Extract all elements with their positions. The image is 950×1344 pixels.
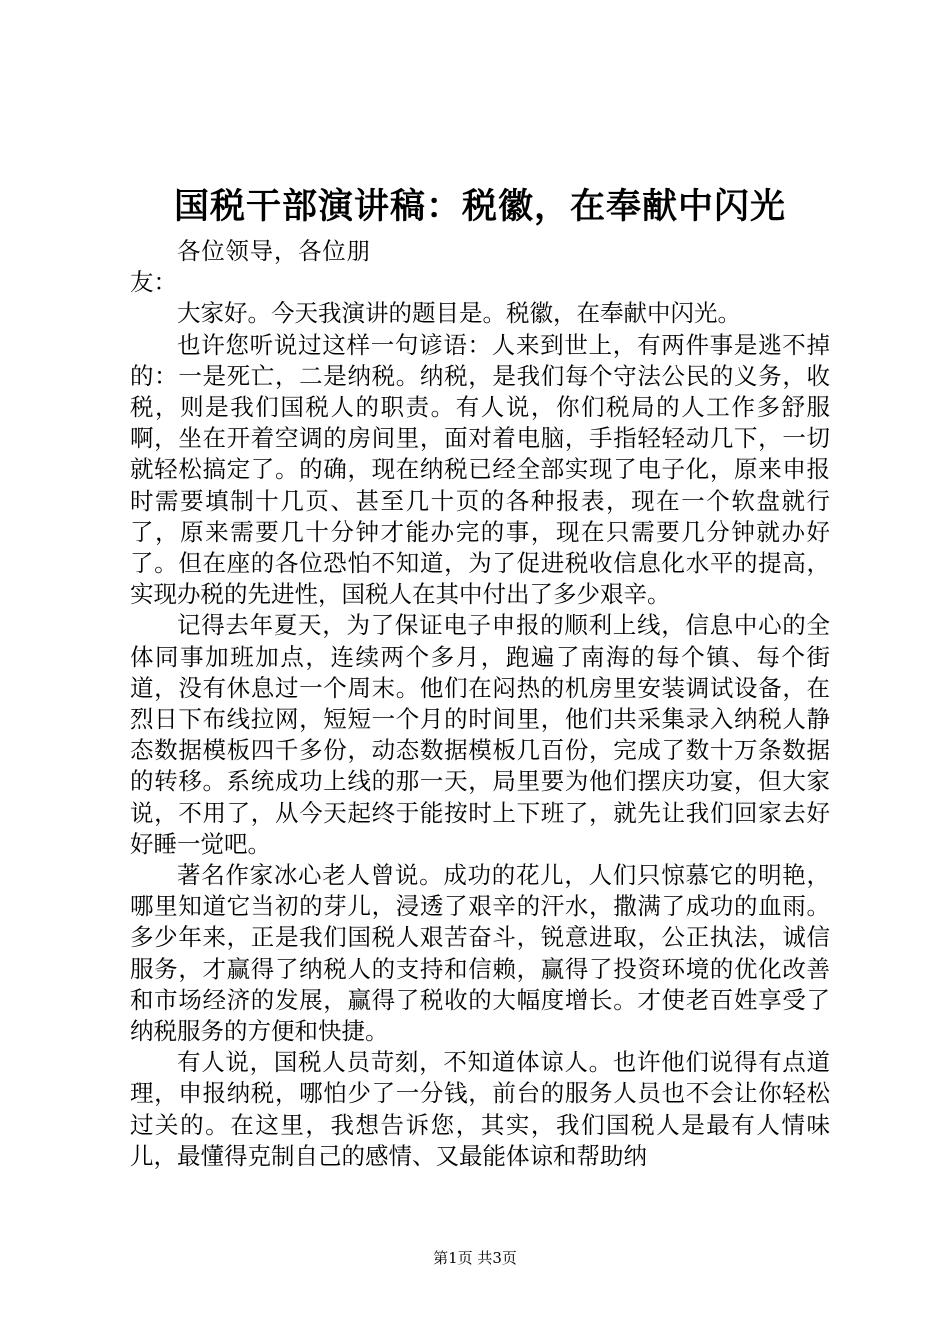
body-paragraph: 也许您听说过这样一句谚语：人来到世上，有两件事是逃不掉的：一是死亡，二是纳税。纳税，是我们每个守法公民的义务，收税，则是我们国税人的职责。有人说，你们税局的人工作多舒服啊，坐在开着空调的房间里，面对着电脑，手指轻轻动几下，一切就轻松搞定了。的确，现在纳税已经全部实现了电子化，原来申报时需要填制十几页、甚至几十页的各种报表，现在一个软盘就行了，原来需要几十分钟才能办完的事，现在只需要几分钟就办好了。但在座的各位恐怕不知道，为了促进税收信息化水平的提高，实现办税的先进性，国税人在其中付出了多少艰辛。: [130, 330, 830, 609]
document-title: 国税干部演讲稿：税徽，在奉献中闪光: [173, 186, 786, 227]
salutation-paragraph: 各位领导，各位朋友：: [130, 237, 370, 297]
document-body: [130, 236, 830, 1172]
body-paragraph: 著名作家冰心老人曾说。成功的花儿，人们只惊慕它的明艳，哪里知道它当初的芽儿，浸透了艰辛的汗水，撒满了成功的血雨。多少年来，正是我们国税人艰苦奋斗，锐意进取，公正执法，诚信服务，才赢得了纳税人的支持和信赖，赢得了投资环境的优化改善和市场经济的发展，赢得了税收的大幅度增长。才使老百姓享受了纳税服务的方便和快捷。: [130, 861, 830, 1046]
body-paragraph: 记得去年夏天，为了保证电子申报的顺利上线，信息中心的全体同事加班加点，连续两个多月，跑遍了南海的每个镇、每个街道，没有休息过一个周末。他们在闷热的机房里安装调试设备，在烈日下布线拉网，短短一个月的时间里，他们共采集录入纳税人静态数据模板四千多份，动态数据模板几百份，完成了数十万条数据的转移。系统成功上线的那一天，局里要为他们摆庆功宴，但大家说，不用了，从今天起终于能按时上下班了，就先让我们回家去好好睡一觉吧。: [130, 611, 830, 858]
body-paragraph: 有人说，国税人员苛刻，不知道体谅人。也许他们说得有点道理，申报纳税，哪怕少了一分钱，前台的服务人员也不会让你轻松过关的。在这里，我想告诉您，其实，我们国税人是最有人情味儿，最懂得克制自己的感情、又最能体谅和帮助纳: [130, 1048, 830, 1170]
greeting-paragraph: 大家好。今天我演讲的题目是。税徽，在奉献中闪光。: [177, 299, 741, 328]
page-footer: 第1页 共3页: [433, 1249, 517, 1267]
